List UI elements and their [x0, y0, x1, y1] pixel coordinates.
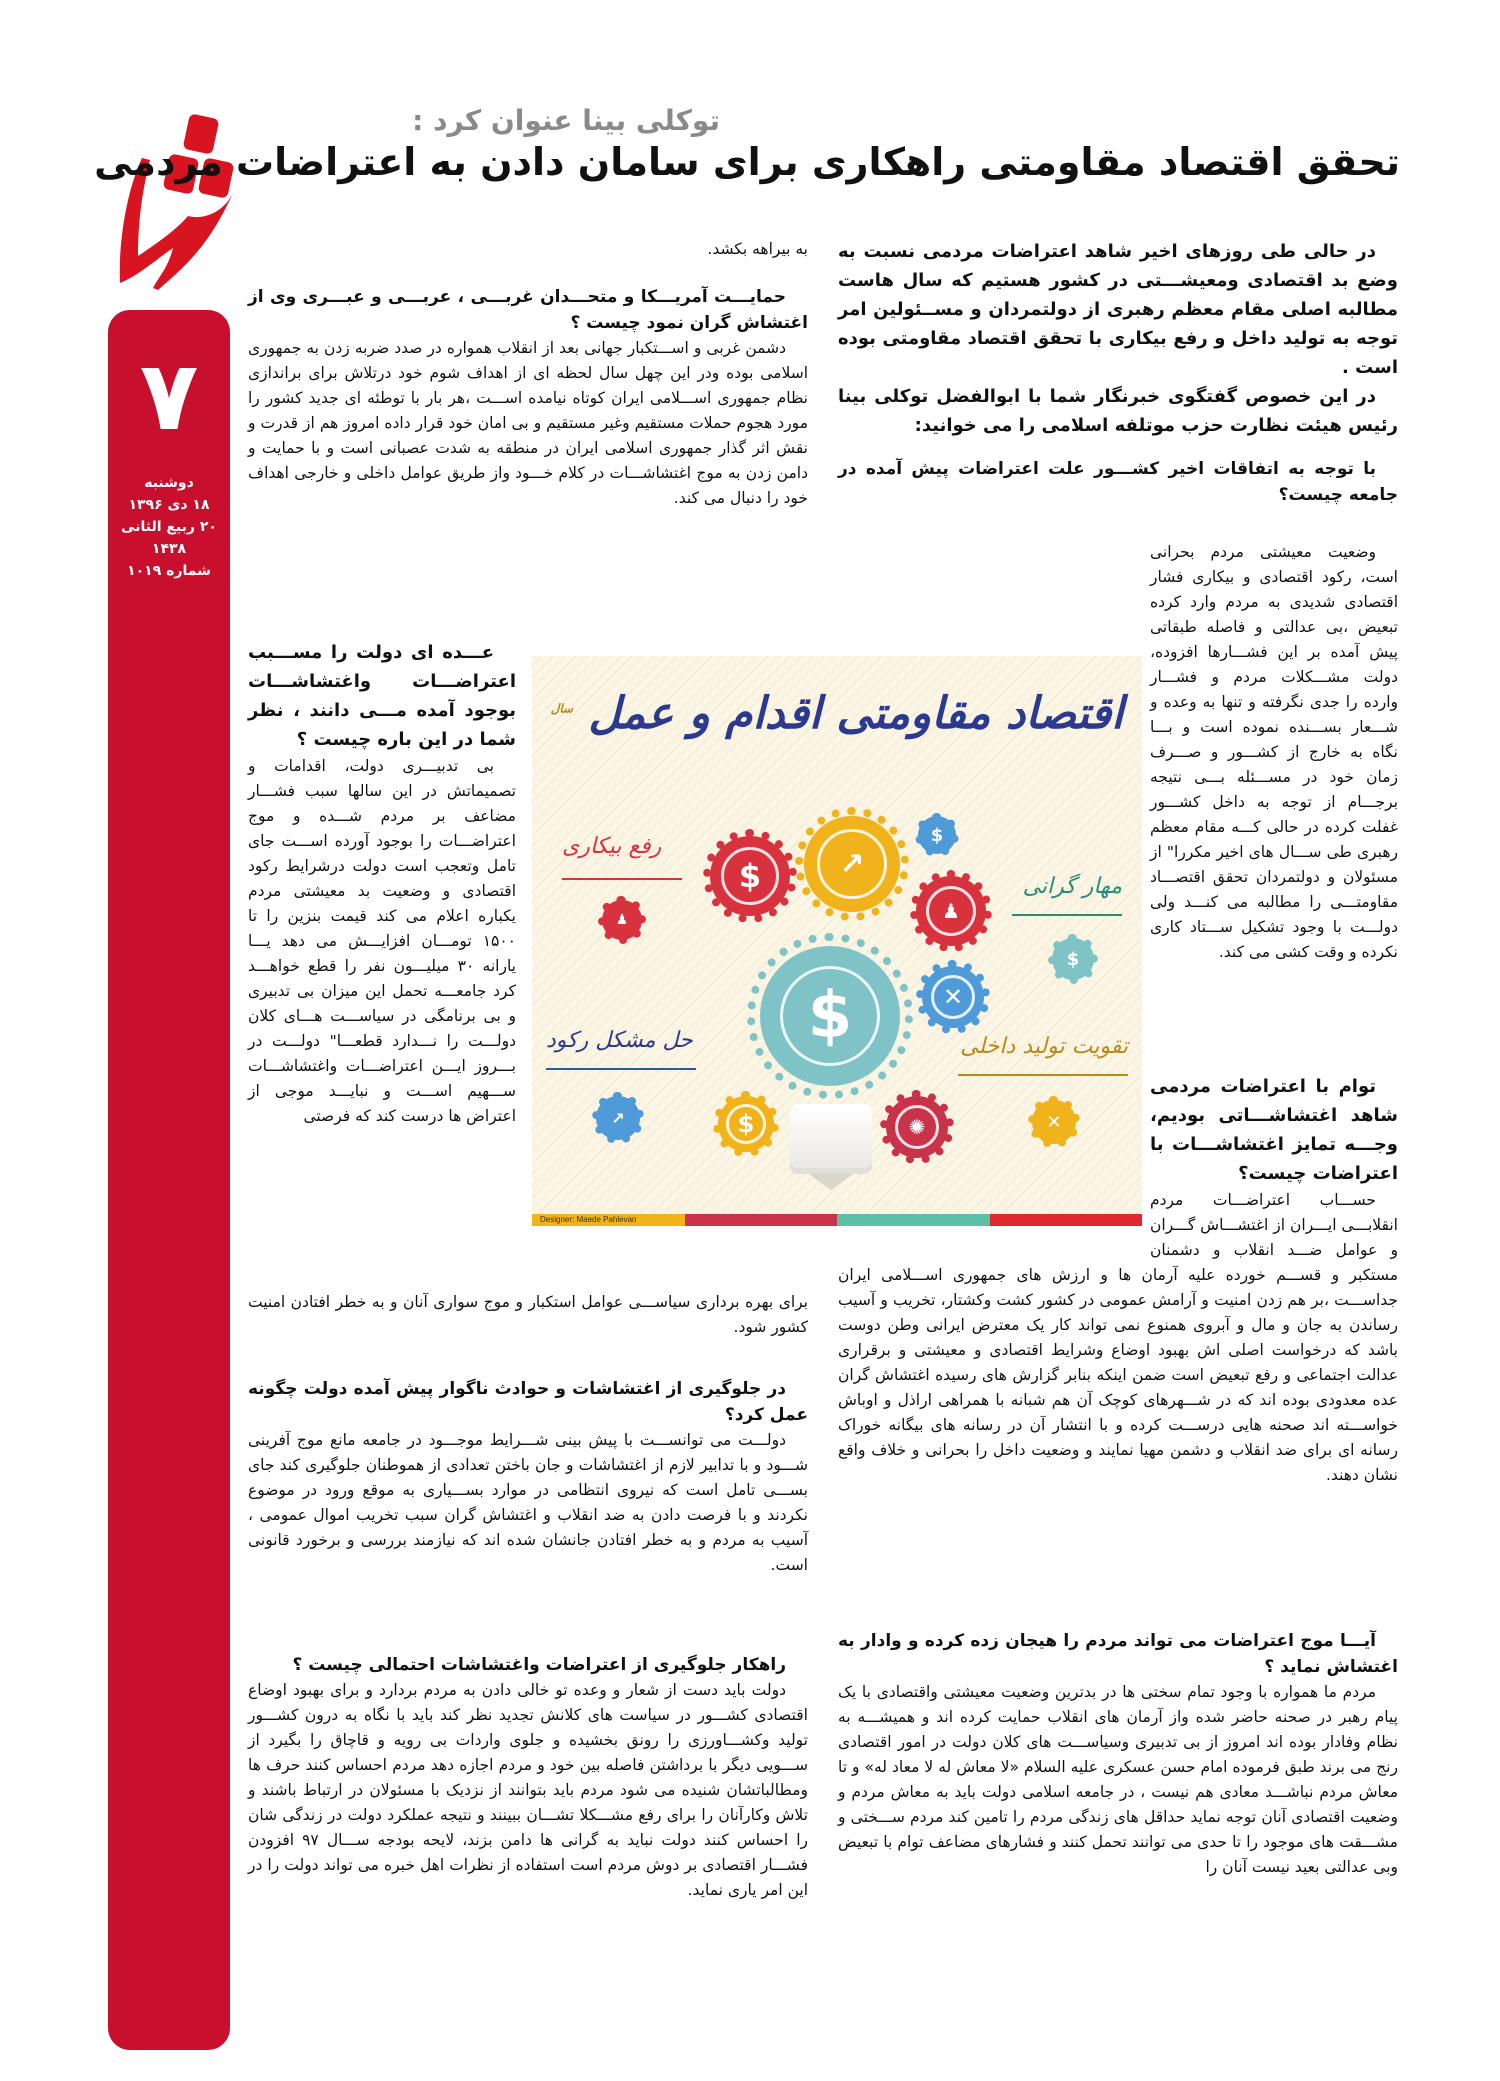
meeting-gear-icon: ♟ [916, 876, 986, 946]
answer-text: دشمن غربی و اســـتکبار جهانی بعد از انقلاب همواره در صدد ضربه زدن به جمهوری اسلامی بوده ودر این چهل سال لحظه ای از اهداف شوم خود درتلاش برای براندازی نظام جمهوری اســـلامی ایران کوتاه نیامده اســـت ،هر بار با توطئه ای جدید کشور را مورد هجوم حملات مستقیم وغیر مستقیم و بی امان خود قرار داده امروز هم از قدرت و نقش اثر گذار جمهوری اسلامی ایران در منطقه به شدت عصبانی است و با حمایت و دامن زدن به موج اغتشاشـــات در کلام خـــود واز طریق عوامل داخلی و خارجی اهداف خود را دنبال می کند. [248, 339, 808, 507]
dollar-gear-icon: $ [1052, 938, 1094, 980]
article-kicker: توکلی بینا عنوان کرد : [412, 104, 720, 137]
dollar-gear-icon: $ [710, 836, 790, 916]
lightbulb-base-icon [790, 1104, 872, 1174]
question-heading: عـــده ای دولت را مســـبب اعتراضـــات واغتشاشـــات بوجود آمده مـــی دانند ، نظر شما در این باره چیست ؟ [248, 642, 516, 750]
cogs-gear-icon: ✺ [886, 1096, 948, 1158]
answer-text: دولـــت می توانســـت با پیش بینی شـــرایط موجـــود در جامعه مانع موج آفرینی شـــود و با تدابیر لازم از اغتشاشات و جان باختن تعدادی از هموطنان جلوگیری کند جای بســـی تامل است که نیروی انتظامی در موارد بســـیاری به موقع ورود در موضوع نکردند و با فرصت دادن به ضد انقلاب و اغتشاش گران سبب تخریب اموال عمومی ، آسیب به مردم و به خطر افتادن جانشان شده اند که نیازمند بررسی و برخورد قانونی است. [248, 1431, 808, 1574]
label-underline [958, 1074, 1128, 1076]
label-inflation: مهار گرانی [1022, 874, 1122, 899]
left-column-q4 [248, 1652, 808, 1903]
question-heading: در جلوگیری از اغتشاشات و حوادث ناگوار پیش آمده دولت چگونه عمل کرد؟ [248, 1379, 808, 1425]
tools-gear-icon: ✕ [1032, 1100, 1076, 1144]
right-column-top [838, 237, 1398, 508]
left-column-q2 [248, 638, 516, 1129]
left-column-top [248, 237, 808, 511]
intro-paragraph: در حالی طی روزهای اخیر شاهد اعتراضات مردمی نسبت به وضع بد اقتصادی ومعیشـــتی در کشور هستیم که سال هاست مطالبه اصلی مقام معظم رهبری از دولتمردان و مســئولین امر توجه به تولید داخل و رفع بیکاری با تحقق اقتصاد مقاومتی بوده است . [838, 241, 1398, 378]
dollar-gear-icon: $ [760, 946, 900, 1086]
label-underline [546, 1068, 696, 1070]
answer-continuation: برای بهره برداری سیاســـی عوامل استکبار و موج سواری آنان و به خطر افتادن امنیت کشور شود. [248, 1293, 808, 1336]
logo-calligraphy-icon [98, 98, 248, 303]
answer-text: دولت باید دست از شعار و وعده تو خالی دادن به مردم بردارد و برای بهبود اوضاع اقتصادی کشـــور در سیاست های کلانش تجدید نظر کند باید با نگاه به درون کشـــور تولید وکشـــاورزی را رونق بخشیده و جلوی واردات بی رویه و قاچاق را بگیرد از ســـویی دیگر با برداشتن فاصله بین خود و مردم اجازه دهد مردم احساس کنند حرف ها ومطالباتشان شنیده می شود مردم باید بتوانند از نزدیک با مسئولان در ارتباط باشند و تلاش وکارآنان را برای رفع مشـــکلا تشـــان ببینند و نتیجه عملکرد دولت در زندگی شان را احساس کنند دولت نباید به گرانی ها دامن بزند، لایحه بودجه ســـال ۹۷ افزودن فشـــار اقتصادی بر دوش مردم است استفاده از نظرات اهل خبره می تواند دولت را در این امر یاری نماید. [248, 1681, 808, 1899]
label-recession: حل مشکل رکود [546, 1028, 693, 1053]
dollar-gear-icon: $ [718, 1096, 774, 1152]
answer-text: مردم ما همواره با وجود تمام سختی ها در بدترین وضعیت معیشتی واقتصادی با یک پیام رهبر در صحنه حاضر شده واز آرمان های انقلاب حمایت کرده اند و همیشـــه به نظام وفادار بوده اند امروز از بی تدبیری وسیاســـت های کلان دولت در امور اقتصادی رنج می برند طبق فرموده امام حسن عسکری علیه السلام «لا معاش له لا معاد له» و تا معاش مردم نباشـــد معادی هم نیست ، در جامعه اسلامی دولت باید به معاش مردم و وضعیت اقتصادی آنان توجه نماید حداقل های زندگی مردم را تامین کند مردم ســـختی و مشـــقت های موجود را تا حدی می توانند تحمل کنند و فشارهای مضاعف توام با تبعیض وبی عدالتی بعید نیست آنان را [838, 1683, 1398, 1876]
question-heading: توام با اعتراضات مردمی شاهد اغتشاشـــاتی بودیم، وجـــه تمایز اغتشاشـــات با اعتراضات چیست؟ [1150, 1076, 1398, 1184]
label-unemployment: رفع بیکاری [562, 834, 662, 859]
label-underline [1012, 914, 1122, 916]
question-heading: حمایـــت آمریـــکا و متحـــدان غربـــی ، عربـــی و عبـــری وی از اغتشاش گران نمود چیست ؟ [248, 287, 808, 333]
label-production: تقویت تولید داخلی [960, 1034, 1128, 1059]
color-stripe [685, 1214, 838, 1226]
growth-chart-gear-icon: ↗ [596, 1096, 640, 1140]
lightbulb-tip-icon [809, 1174, 853, 1190]
right-column-q3 [838, 1628, 1398, 1880]
color-stripe [837, 1214, 990, 1226]
intro-paragraph: در این خصوص گفتگوی خبرنگار شما با ابوالفضل توکلی بینا رئیس هیئت نظارت حزب موتلفه اسلامی را می خوانید: [838, 386, 1398, 436]
left-column-q2-cont [248, 1290, 808, 1340]
title-badge: سال [550, 701, 574, 716]
growth-chart-gear-icon: ↗ [804, 816, 900, 912]
carry-over-text: به بیراهه بکشد. [707, 240, 808, 258]
left-column-q3 [248, 1376, 808, 1578]
newspaper-logo [98, 98, 248, 303]
question-heading: با توجه به اتفاقات اخیر کشـــور علت اعتراضات پیش آمده در جامعه چیست؟ [838, 459, 1398, 505]
designer-credit: Designer: Maede Pahlevan [540, 1215, 637, 1224]
question-heading: راهکار جلوگیری از اعتراضات واغتشاشات احتمالی چیست ؟ [292, 1655, 786, 1675]
tools-gear-icon: ✕ [922, 966, 984, 1028]
meeting-gear-icon: ♟ [602, 900, 642, 940]
issue-number: شماره ۱۰۱۹ [127, 563, 211, 579]
weekday: دوشنبه [144, 475, 194, 491]
dollar-gear-icon: $ [918, 816, 956, 854]
page-number: ۷ [139, 340, 199, 452]
color-stripe [990, 1214, 1143, 1226]
infographic-title: اقتصاد مقاومتی اقدام و عمل $^{سال}$ [550, 688, 1124, 739]
answer-body: وضعیت معیشتی مردم بحرانی است، رکود اقتصادی و بیکاری فشار اقتصادی شدیدی به مردم وارد کرده تبعیض ،بی عدالتی و فاصله طبقاتی پیش آمده بر این فشـــارها افزوده، دولت مشـــکلات مردم و فشـــار وارده را جدی نگرفته و تنها به وعده و شـــعار بســـنده نموده است و بـــا نگاه به خارج از کشـــور و صـــرف زمان خود در مســـئله بـــی نتیجه برجـــام از توجه به داخل کشـــور غفلت کرده در حالی کـــه مقام معظم رهبری طی ســـال های اخیر مکررا" از مسئولان و دولتمردان تحقق اقتصـــاد مقاومتـــی را مطالبه می کنـــد ولی دولـــت با وجود تشکیل ســـتاد کاری نکرده و وقت کشی می کند. [1150, 543, 1398, 961]
question-heading: آیـــا موج اعتراضات می تواند مردم را هیجان زده کرده و وادار به اغتشاش نماید ؟ [838, 1631, 1398, 1677]
answer-text: حســـاب اعتراضـــات مردم انقلابـــی ایـــران از اغتشـــاش گـــران و عوامل ضـــد انقلاب و دشمنان مستکبر و قســـم خورده علیه آرمان ها و ارزش های جمهوری اســـلامی ایران جداســـت ،بر هم زدن امنیت و آرامش عمومی در کشور کشت وکشتار، تخریب و آسیب رساندن به جان و مال و آبروی همنوع نمی تواند کار یک معترض ایرانی وطن دوست باشد که درخواست اصلی اش بهبود اوضاع وشرایط اقتصادی و معیشتی و برقراری عدالت اجتماعی و رفع تبعیض است ضمن اینکه بنابر گزارش های رسیده اغتشاش گران عده معدودی بوده اند که در شـــهرهای کوچک آن هم شبانه با همراهی اراذل و اوباش خواســـته اند صحنه هایی درســـت کرده و با انتشار آن در رسانه های بیگانه خوراک رسانه ای برای ضد انقلاب و دشمن مهیا نمایند و وضعیت داخل را بحرانی و خلاف واقع نشان دهند. [838, 1191, 1398, 1484]
date-lunar: ۲۰ ربیع الثانی ۱۴۳۸ [121, 519, 217, 557]
label-underline [562, 878, 682, 880]
issue-meta [108, 472, 230, 582]
infographic [532, 656, 1142, 1226]
page-info-band [108, 310, 230, 2050]
date-solar: ۱۸ دی ۱۳۹۶ [128, 497, 210, 513]
answer-text: بی تدبیـــری دولت، اقدامات و تصمیماتش در این سالها سبب فشـــار مضاعف بر مردم شـــده و موج اعتراضـــات را بوجود آورده اســـت جای تامل وتعجب است دولت درشرایط رکود اقتصادی و وضعیت بد معیشتی مردم یکباره اعلام می کند قیمت بنزین را تا ۱۵۰۰ تومـــان افزایـــش می دهد یـــا یارانه ۳۰ میلیـــون نفر را قطع خواهـــد کرد جامعـــه تحمل این میزان بی تدبیری و بی برنامگی در سیاســـت هـــای کلان دولـــت را نـــدارد قطعـــا" دولـــت در بـــروز ایـــن اعتراضـــات واغتشاشـــات ســـهیم اســـت و نبایـــد موجی از اعتراض ها درست کند که فرصتی [248, 757, 516, 1125]
article-headline: تحقق اقتصاد مقاومتی راهکاری برای سامان دادن به اعتراضات مردمی [94, 140, 1400, 184]
